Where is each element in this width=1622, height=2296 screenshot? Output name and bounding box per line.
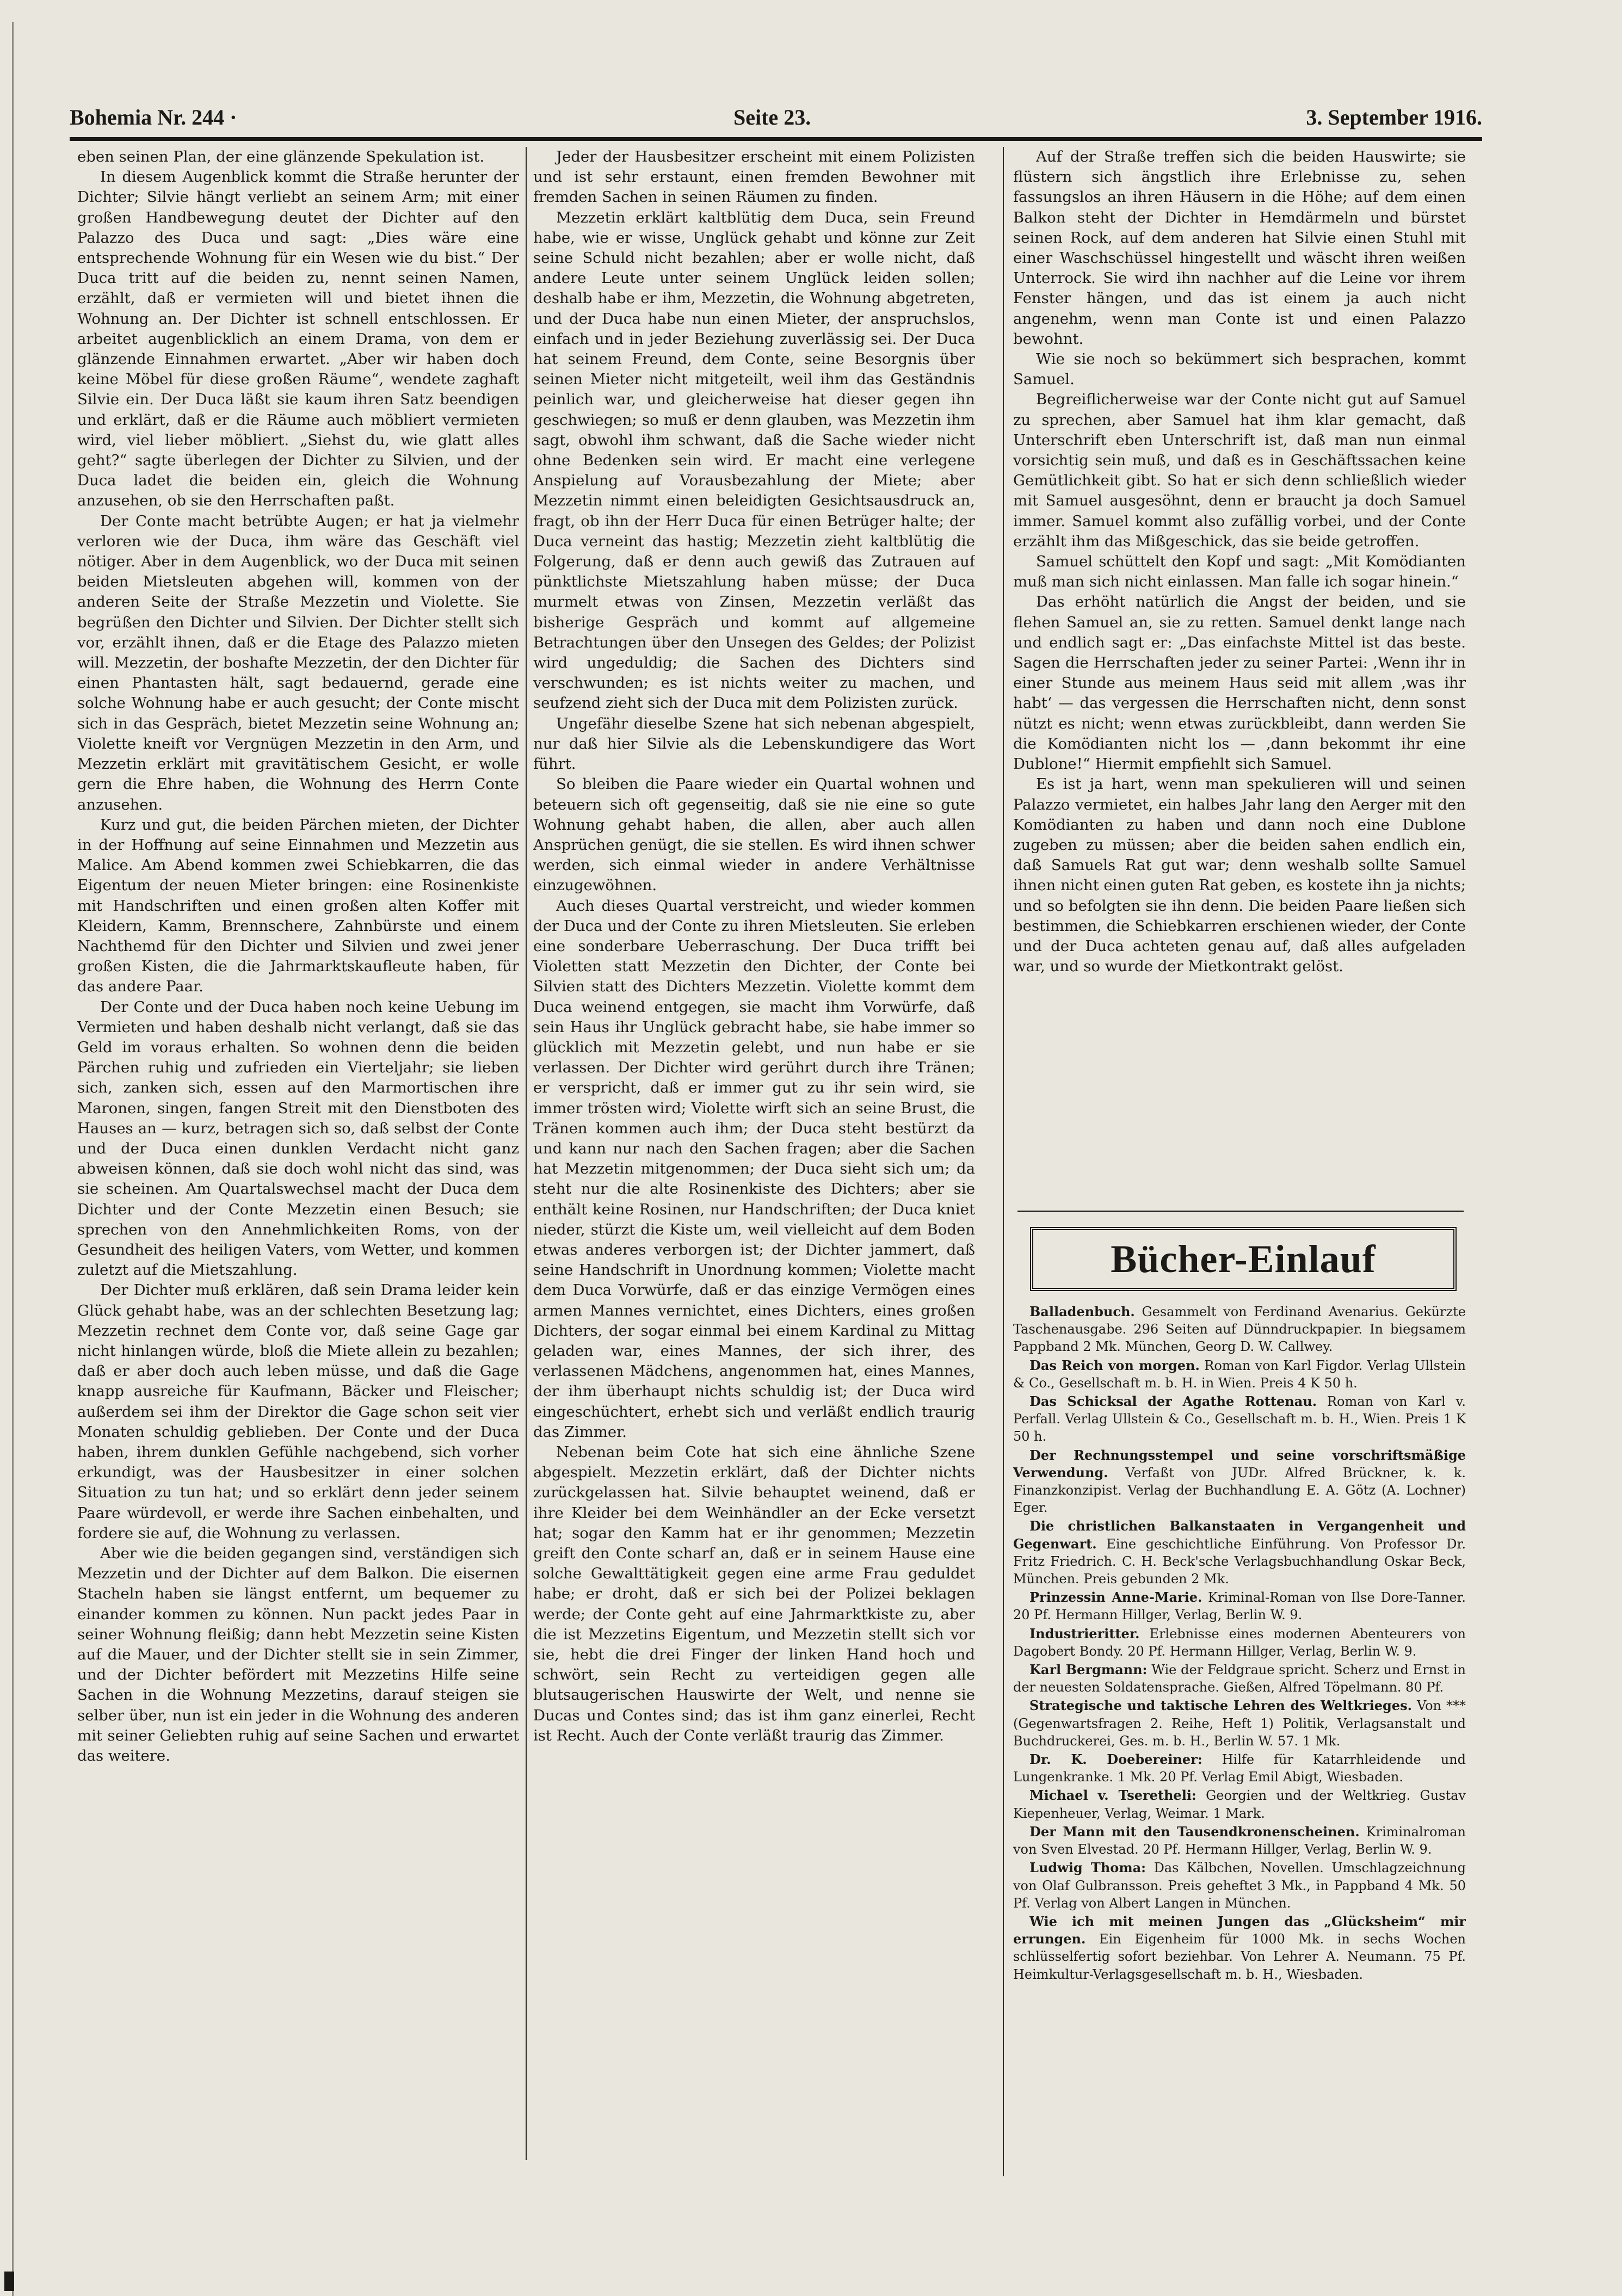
paragraph: Es ist ja hart, wenn man spekulieren will und seinen Palazzo vermietet, ein halbes Jahr lang den Aerger mit den Komödianten zu haben und dann noch eine Dublone zugeben zu müssen; aber die beiden sahen endlich ein, daß Samuels Rat gut war; denn weshalb sollte Samuel ihnen nicht einen guten Rat geben, es kostete ihn ja nichts; und so befolgten sie ihn denn. Die beiden Paare ließen sich bestimmen, die Schiebkarren erschienen wieder, der Conte und der Duca achteten genau auf, daß alles aufgeladen war, und so wurde der Mietkontrakt gelöst.	[1013, 775, 1466, 976]
books-heading-box	[1030, 1227, 1457, 1291]
paragraph: eben seinen Plan, der eine glänzende Spekulation ist.	[77, 148, 485, 165]
book-entry	[1013, 1303, 1466, 1356]
book-title: Der Rechnungsstempel und seine vorschriftsmäßige Verwendung.	[1013, 1447, 1466, 1480]
book-entry	[1013, 1697, 1466, 1750]
paragraph: Auch dieses Quartal verstreicht, und wieder kommen der Duca und der Conte zu ihren Mietsleuten. Sie erleben eine sonderbare Ueberraschung. Der Duca trifft bei Violetten statt Mezzetin den Dichter, der Conte bei Silvien statt des Dichters Mezzetin. Violette kommt dem Duca weinend entgegen, sie macht ihm Vorwürfe, daß sein Haus ihr Unglück gebracht habe, sie habe immer so glücklich mit Mezzetin gelebt, und nun habe er sie verlassen. Der Dichter wird gerührt durch ihre Tränen; er verspricht, daß er immer gut zu ihr sein wird, sie immer trösten wird; Violette wirft sich an seine Brust, die Tränen kommen auch ihm; der Duca steht bestürzt da und kann nur nach den Sachen fragen; aber die Sachen hat Mezzetin mitgenommen; der Duca sieht sich um; da steht nur die alte Rosinenkiste des Dichters; aber sie enthält keine Rosinen, nur Handschriften; der Duca kniet nieder, stürzt die Kiste um, weil vielleicht auf dem Boden etwas anderes verborgen ist; der Dichter jammert, daß seine Handschrift in Unordnung kommen; Violette macht dem Duca Vorwürfe, daß er das einzige Vermögen eines armen Mannes vernichtet, eines Dichters, eines großen Dichters, der sogar einmal bei einem Kardinal zu Mittag geladen war, eines Mannes, der sich ihrer, des verlassenen Mädchens, angenommen hat, eines Mannes, der ihm überhaupt nichts schuldig ist; der Duca wird eingeschüchtert, erhebt sich und verläßt endlich traurig das Zimmer.	[533, 897, 975, 1441]
paragraph: Ungefähr dieselbe Szene hat sich nebenan abgespielt, nur daß hier Silvie als die Lebenskundigere das Wort führt.	[533, 714, 975, 773]
article-column-2	[533, 147, 975, 2176]
book-title: Wie ich mit meinen Jungen das „Glücksheim“ mir errungen.	[1013, 1913, 1466, 1947]
book-details: Wie der Feldgraue spricht. Scherz und Ernst in der neuesten Soldatensprache. Gießen, Alfred Töpelmann. 80 Pf.	[1013, 1662, 1466, 1695]
paragraph: Nebenan beim Cote hat sich eine ähnliche Szene abgespielt. Mezzetin erklärt, daß der Dichter nichts zurückgelassen hat. Silvie behauptet weinend, daß er ihre Kleider bei dem Weinhändler an der Ecke versetzt hat; sogar den Kamm hat er ihr genommen; Mezzetin greift den Conte scharf an, daß er in seinem Hause eine solche Gewalttätigkeit gegen eine arme Frau geduldet habe; er droht, daß er sich bei der Polizei beklagen werde; der Conte geht auf eine Jahrmarktkiste zu, aber die ist Mezzetins Eigentum, und Mezzetin stellt sich vor sie, hebt die drei Finger der linken Hand hoch und schwört, sein Recht zu verteidigen gegen alle blutsaugerischen Hauswirte der Welt, und nenne sie Ducas und Contes sind; das ist ihm ganz einerlei, Recht ist Recht. Auch der Conte verläßt traurig das Zimmer.	[533, 1443, 975, 1744]
book-title: Das Reich von morgen.	[1029, 1357, 1200, 1373]
section-divider	[1017, 1211, 1464, 1212]
book-entry	[1013, 1447, 1466, 1517]
paragraph: So bleiben die Paare wieder ein Quartal wohnen und beteuern sich oft gegenseitig, daß sie nie eine so gute Wohnung gehabt haben, die allen, aber auch allen Ansprüchen genügt, die sie stellen. Es wird ihnen schwer werden, sich einmal wieder in andere Verhältnisse einzugewöhnen.	[533, 775, 975, 894]
book-entry	[1013, 1589, 1466, 1624]
paragraph: Auf der Straße treffen sich die beiden Hauswirte; sie flüstern sich ängstlich ihre Erlebnisse zu, sehen fassungslos an ihren Häusern in die Höhe; auf dem einen Balkon steht der Dichter in Hemdärmeln und bürstet seinen Rock, auf dem anderen hat Silvie einen Stuhl mit einer Waschschüssel hingestellt und wäscht ihren weißen Unterrock. Sie wird ihn nachher auf die Leine vor ihrem Fenster hängen, und das ist einem ja auch nicht angenehm, wenn man Conte ist und einen Palazzo bewohnt.	[1013, 148, 1466, 348]
book-details: Erlebnisse eines modernen Abenteurers von Dagobert Bondy. 20 Pf. Hermann Hillger, Verlag, Berlin W. 9.	[1013, 1626, 1466, 1659]
book-title: Die christlichen Balkanstaaten in Vergangenheit und Gegenwart.	[1013, 1518, 1466, 1552]
paragraph: Der Conte und der Duca haben noch keine Uebung im Vermieten und haben deshalb nicht verlangt, daß sie das Geld im voraus erhalten. So wohnen denn die beiden Pärchen ruhig und zufrieden ein Vierteljahr; sie lieben sich, zanken sich, essen auf den Marmortischen ihre Maronen, singen, fangen Streit mit den Dienstboten des Hauses an — kurz, betragen sich so, daß selbst der Conte und der Duca einen dunklen Verdacht nicht ganz abweisen können, daß sie doch wohl nicht das sind, was sie scheinen. Am Quartalswechsel macht der Duca dem Dichter und der Conte Mezzetin einen Besuch; sie sprechen von den Annehmlichkeiten Roms, von der Gesundheit des heiligen Vaters, vom Wetter, und kommen zuletzt auf die Mietszahlung.	[77, 998, 519, 1279]
header-publication: Bohemia Nr. 244 ·	[70, 105, 237, 129]
book-details: Ein Eigenheim für 1000 Mk. in sechs Wochen schlüsselfertig sofort beziehbar. Von Lehrer A. Neumann. 75 Pf. Heimkultur-Verlagsgesellschaft m. b. H., Wiesbaden.	[1013, 1931, 1466, 1982]
scan-mark	[4, 2272, 14, 2291]
books-heading: Bücher-Einlauf	[1111, 1237, 1376, 1281]
header-page-number: Seite 23.	[733, 105, 811, 129]
book-details: Von *** (Gegenwartsfragen 2. Reihe, Heft 1) Politik, Verlagsanstalt und Buchdruckerei, Ges. m. b. H., Berlin W. 57. 1 Mk.	[1013, 1698, 1466, 1749]
paragraph: Jeder der Hausbesitzer erscheint mit einem Polizisten und ist sehr erstaunt, einen fremden Bewohner mit fremden Sachen in seinen Räumen zu finden.	[533, 148, 975, 206]
paragraph: Der Dichter muß erklären, daß sein Drama leider kein Glück gehabt habe, was an der schlechten Besetzung lag; Mezzetin rechnet dem Conte vor, daß seine Gage gar nicht hinlangen würde, bloß die Miete allein zu bezahlen; daß er aber doch auch leben müsse, und daß die Gage knapp ausreiche für Kaufmann, Bäcker und Fleischer; außerdem sei ihm der Direktor die Gage schon seit vier Monaten schuldig geblieben. Der Conte und der Duca haben, ihrem dunklen Gefühle nachgebend, sich vorher erkundigt, was der Hausbesitzer in einer solchen Situation zu tun hat; und so erklärt denn jeder seinem Paare würdevoll, er werde ihre Sachen einbehalten, und fordere sie auf, die Wohnung zu verlassen.	[77, 1281, 519, 1542]
header-rule	[70, 137, 1482, 141]
paragraph: Kurz und gut, die beiden Pärchen mieten, der Dichter in der Hoffnung auf seine Einnahmen und Mezzetin aus Malice. Am Abend kommen zwei Schiebkarren, die das Eigentum der neuen Mieter bringen: eine Rosinenkiste mit Handschriften und einen großen alten Koffer mit Kleidern, Kamm, Brennschere, Zahnbürste und einem Nachthemd für den Dichter und Silvien und zwei jener großen Kisten, die die Jahrmarktskaufleute haben, für das andere Paar.	[77, 816, 519, 996]
book-entry	[1013, 1625, 1466, 1660]
book-details: Verfaßt von JUDr. Alfred Brückner, k. k. Finanzkonzipist. Verlag der Buchhandlung E. A. Götz (A. Lochner) Eger.	[1013, 1465, 1466, 1516]
book-entry	[1013, 1751, 1466, 1786]
scan-margin-line	[12, 22, 14, 2296]
book-details: Gesammelt von Ferdinand Avenarius. Gekürzte Taschenausgabe. 296 Seiten auf Dünndruckpapier. In biegsamem Pappband 2 Mk. München, Georg D. W. Callwey.	[1013, 1304, 1466, 1355]
book-title: Balladenbuch.	[1029, 1304, 1135, 1319]
book-details: Roman von Karl v. Perfall. Verlag Ullstein & Co., Gesellschaft m. b. H., Wien. Preis 1 K 50 h.	[1013, 1394, 1466, 1445]
books-list	[1013, 1303, 1466, 2174]
page-header	[70, 98, 1482, 136]
paragraph: Wie sie noch so bekümmert sich besprachen, kommt Samuel.	[1013, 350, 1466, 388]
article-column-3	[1013, 147, 1466, 1202]
column-divider	[1003, 147, 1004, 2176]
book-title: Das Schicksal der Agathe Rottenau.	[1029, 1393, 1317, 1410]
book-entry	[1013, 1859, 1466, 1912]
book-title: Industrieritter.	[1029, 1625, 1140, 1641]
book-entry	[1013, 1357, 1466, 1392]
book-entry	[1013, 1517, 1466, 1588]
book-details: Kriminalroman von Sven Elvestad. 20 Pf. Hermann Hillger, Verlag, Berlin W. 9.	[1013, 1824, 1466, 1857]
book-title: Prinzessin Anne-Marie.	[1029, 1589, 1202, 1606]
paragraph: Das erhöht natürlich die Angst der beiden, und sie flehen Samuel an, sie zu retten. Samuel denkt lange nach und endlich sagt er: „Das einfachste Mittel ist das beste. Sagen die Herrschaften jeder zu seiner Partei: ‚Wenn ihr in einer Stunde aus meinem Haus seid mit allem ‚was ihr habt‘ — das vergessen die Herrschaften nicht, denn sonst nützt es nicht; wenn etwas zurückbleibt, dann werden Sie die Komödianten nicht los — ‚dann bekommt ihr eine Dublone!“ Hiermit empfiehlt sich Samuel.	[1013, 593, 1466, 773]
book-details: Roman von Karl Figdor. Verlag Ullstein & Co., Gesellschaft m. b. H. in Wien. Preis 4 K 50 h.	[1013, 1357, 1466, 1391]
header-date: 3. September 1916.	[1306, 105, 1482, 129]
paragraph: Mezzetin erklärt kaltblütig dem Duca, sein Freund habe, wie er wisse, Unglück gehabt und könne zur Zeit seine Schuld nicht bezahlen; aber er wolle nicht, daß andere Leute unter seinem Unglück leiden sollen; deshalb habe er ihm, Mezzetin, die Wohnung abgetreten, und der Duca habe nun einen Mieter, der anspruchslos, einfach und in jeder Beziehung zuverlässig sei. Der Duca hat seinem Freund, dem Conte, seine Besorgnis über seinen Mieter nicht mitgeteilt, weil ihm das Geständnis peinlich war, und gleicherweise hat dieser gegen ihn geschwiegen; so muß er denn glauben, was Mezzetin ihm sagt, obwohl ihm schwant, daß die Sache wieder nicht ohne Bedenken sein wird. Er macht eine verlegene Anspielung auf Vorausbezahlung der Miete; aber Mezzetin nimmt einen beleidigten Gesichtsausdruck an, fragt, ob ihn der Herr Duca für einen Betrüger halte; der Duca verneint das hastig; Mezzetin zieht kaltblütig die Folgerung, daß er denn auch gewiß das Zutrauen auf pünktlichste Mietszahlung haben müsse; der Duca murmelt etwas von Zinsen, Mezzetin verläßt das bisherige Gespräch und kommt auf allgemeine Betrachtungen über den Unsegen des Geldes; der Polizist wird ungeduldig; die Sachen des Dichters sind verschwunden; es ist nichts weiter zu machen, und seufzend zieht sich der Duca mit dem Polizisten zurück.	[533, 208, 975, 712]
book-title: Der Mann mit den Tausendkronenscheinen.	[1029, 1823, 1360, 1840]
book-entry	[1013, 1393, 1466, 1446]
book-details: Georgien und der Weltkrieg. Gustav Kiepenheuer, Verlag, Weimar. 1 Mark.	[1013, 1788, 1466, 1821]
paragraph: In diesem Augenblick kommt die Straße herunter der Dichter; Silvie hängt verliebt an seinem Arm; mit einer großen Handbewegung deutet der Dichter auf den Palazzo des Duca und sagt: „Dies wäre eine entsprechende Wohnung für ein Wesen wie du bist.“ Der Duca tritt auf die beiden zu, nennt seinen Namen, erzählt, daß er vermieten will und bietet ihnen die Wohnung an. Der Dichter ist schnell entschlossen. Er arbeitet augenblicklich an einem Drama, von dem er glänzende Einnahmen erwartet. „Aber wir haben doch keine Möbel für diese großen Räume“, wendete zaghaft Silvie ein. Der Duca läßt sie kaum ihren Satz beendigen und erklärt, daß er die Räume auch möbliert vermieten wird, viel lieber möbliert. „Siehst du, wie glatt alles geht?“ sagte überlegen der Dichter zu Silvien, und der Duca ladet die beiden ein, gleich die Wohnung anzusehen, ob sie den Herrschaften paßt.	[77, 168, 519, 510]
paragraph: Aber wie die beiden gegangen sind, verständigen sich Mezzetin und der Dichter auf dem Balkon. Die eisernen Stacheln haben sie längst entfernt, um bequemer zu einander kommen zu können. Nun packt jedes Paar in seiner Wohnung fleißig; dann hebt Mezzetin seine Kisten auf die Mauer, und der Dichter stellt sie in sein Zimmer, und der Dichter befördert mit Mezzetins Hilfe seine Sachen in die Wohnung Mezzetins, darauf steigen sie selber über, nun ist ein jeder in die Wohnung des anderen mit seiner Geliebten ruhig auf seine Sachen und erwartet das weitere.	[77, 1545, 519, 1765]
article-column-1	[77, 147, 519, 2176]
book-details: Eine geschichtliche Einführung. Von Professor Dr. Fritz Friedrich. C. H. Beck'sche Verlagsbuchhandlung Oskar Beck, München. Preis gebunden 2 Mk.	[1013, 1536, 1466, 1587]
book-entry	[1013, 1823, 1466, 1858]
book-title: Dr. K. Doebereiner:	[1029, 1751, 1202, 1768]
book-entry	[1013, 1787, 1466, 1822]
book-title: Ludwig Thoma:	[1029, 1860, 1146, 1876]
paragraph: Der Conte macht betrübte Augen; er hat ja vielmehr verloren wie der Duca, ihm wäre das Geschäft viel nötiger. Aber in dem Augenblick, wo der Duca mit seinen beiden Mietsleuten abgehen will, kommen von der anderen Seite der Straße Mezzetin und Violette. Sie begrüßen den Dichter und Silvien. Der Dichter stellt sich vor, erzählt ihnen, daß er die Etage des Palazzo mieten will. Mezzetin, der boshafte Mezzetin, der den Dichter für einen Phantasten hält, sagt bedauernd, gerade eine solche Wohnung habe er auch gesucht; der Conte mischt sich in das Gespräch, bietet Mezzetin seine Wohnung an; Violette kneift vor Vergnügen Mezzetin in den Arm, und Mezzetin erklärt mit gravitätischem Gesicht, er wolle gern die Ehre haben, die Wohnung des Herrn Conte anzusehen.	[77, 512, 519, 813]
book-title: Strategische und taktische Lehren des Weltkrieges.	[1029, 1698, 1412, 1714]
book-details: Kriminal-Roman von Ilse Dore-Tanner. 20 Pf. Hermann Hillger, Verlag, Berlin W. 9.	[1013, 1590, 1466, 1623]
book-entry	[1013, 1661, 1466, 1696]
paragraph: Begreiflicherweise war der Conte nicht gut auf Samuel zu sprechen, aber Samuel hat ihm klar gemacht, daß Unterschrift eben Unterschrift ist, daß man nun einmal vorsichtig sein muß, und daß es in Geschäftssachen keine Gemütlichkeit gibt. So hat er sich denn schließlich wieder mit Samuel ausgesöhnt, denn er braucht ja doch Samuel immer. Samuel kommt also zufällig vorbei, und der Conte erzählt ihm das Mißgeschick, das sie beide getroffen.	[1013, 391, 1466, 550]
paragraph: Samuel schüttelt den Kopf und sagt: „Mit Komödianten muß man sich nicht einlassen. Man falle ich sogar hinein.“	[1013, 553, 1466, 591]
book-details: Das Kälbchen, Novellen. Umschlagzeichnung von Olaf Gulbransson. Preis geheftet 3 Mk., in Pappband 4 Mk. 50 Pf. Verlag von Albert Langen in München.	[1013, 1860, 1466, 1911]
book-title: Michael v. Tseretheli:	[1029, 1787, 1197, 1804]
column-divider	[526, 147, 527, 2160]
book-entry	[1013, 1913, 1466, 1983]
book-title: Karl Bergmann:	[1029, 1662, 1148, 1678]
book-details: Hilfe für Katarrhleidende und Lungenkranke. 1 Mk. 20 Pf. Verlag Emil Abigt, Wiesbaden.	[1013, 1752, 1466, 1785]
